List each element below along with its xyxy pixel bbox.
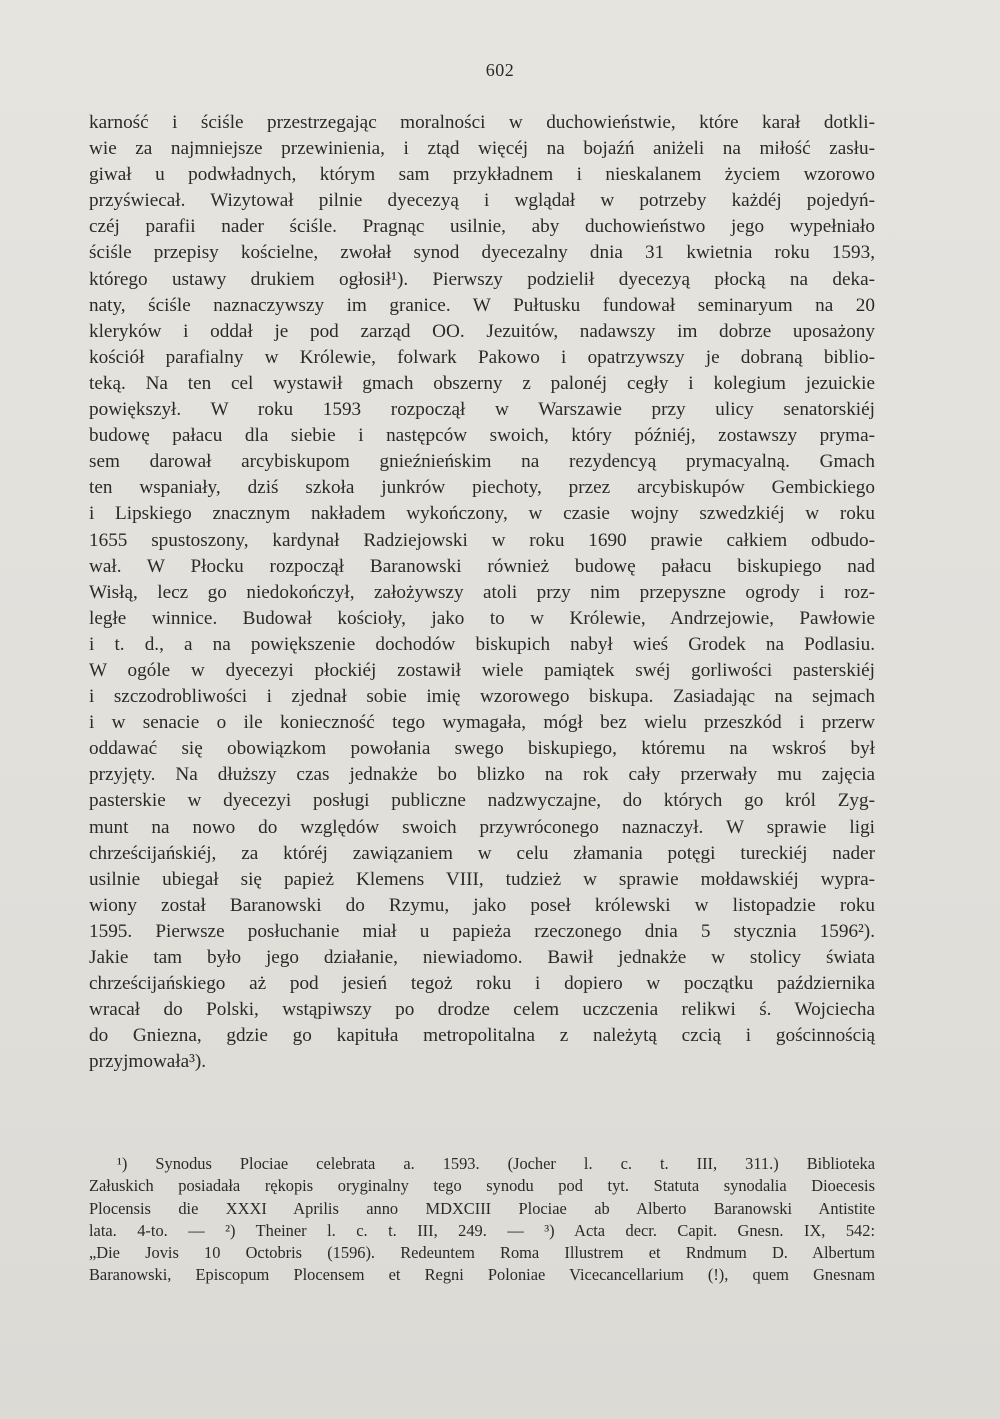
body-line: wie za najmniejsze przewinienia, i ztąd więcéj na bojaźń aniżeli na miłość zasłu- bbox=[89, 138, 875, 160]
body-line: Jakie tam było jego działanie, niewiadomo. Bawił jednakże w stolicy świata bbox=[89, 947, 875, 968]
body-line: i Lipskiego znacznym nakładem wykończony, w czasie wojny szwedzkiéj w roku bbox=[89, 503, 875, 525]
page-number: 602 bbox=[485, 60, 515, 80]
body-line: sem darował arcybiskupom gnieźnieńskim na rezydencyą prymacyalną. Gmach bbox=[89, 451, 875, 473]
body-line: 1595. Pierwsze posłuchanie miał u papieża rzeczonego dnia 5 stycznia 1596²). bbox=[89, 920, 875, 942]
body-line: ściśle przepisy kościelne, zwołał synod dyecezalny dnia 31 kwietnia roku 1593, bbox=[89, 242, 875, 264]
body-line: ległe winnice. Budował kościoły, jako to w Królewie, Andrzejowie, Pawłowie bbox=[89, 607, 875, 629]
body-line: chrześcijańskiego aż pod jesień tegoż roku i dopiero w początku października bbox=[89, 973, 875, 995]
footnote-line: Plocensis die XXXI Aprilis anno MDXCIII Plociae ab Alberto Baranowski Antistite bbox=[89, 1198, 875, 1218]
body-line: przyświecał. Wizytował pilnie dyecezyą i wglądał w potrzeby każdéj pojedyń- bbox=[89, 190, 875, 212]
body-line: do Gniezna, gdzie go kapituła metropolitalna z należytą czcią i gościnnością bbox=[89, 1025, 875, 1047]
footnote-line: Baranowski, Episcopum Plocensem et Regni Poloniae Vicecancellarium (!), quem Gnesnam bbox=[89, 1265, 875, 1285]
body-line: 1655 spustoszony, kardynał Radziejowski w roku 1690 prawie całkiem odbudo- bbox=[89, 529, 875, 551]
body-line: naty, ściśle naznaczywszy im granice. W Pułtusku fundował seminaryum na 20 bbox=[89, 294, 875, 316]
body-line: munt na nowo do względów swoich przywróconego naznaczył. W sprawie ligi bbox=[89, 816, 875, 838]
body-line: pasterskie w dyecezyi posługi publiczne nadzwyczajne, do których go król Zyg- bbox=[89, 790, 875, 812]
body-line: i szczodrobliwości i zjednał sobie imię wzorowego biskupa. Zasiadając na sejmach bbox=[89, 686, 875, 708]
body-line: W ogóle w dyecezyi płockiéj zostawił wiele pamiątek swéj gorliwości pasterskiéj bbox=[89, 659, 875, 681]
footnote-line: ¹) Synodus Plociae celebrata a. 1593. (Jocher l. c. t. III, 311.) Biblioteka bbox=[117, 1154, 875, 1173]
body-line: wał. W Płocku rozpoczął Baranowski również budowę pałacu biskupiego nad bbox=[89, 555, 875, 577]
footnotes bbox=[89, 1153, 875, 1287]
body-line: przyjmowała³). bbox=[89, 1051, 207, 1073]
body-line: powiększył. W roku 1593 rozpoczął w Warszawie przy ulicy senatorskiéj bbox=[89, 399, 875, 421]
body-line: Wisłą, lecz go niedokończył, założywszy atoli przy nim przepyszne ogrody i roz- bbox=[89, 581, 875, 603]
body-line: budowę pałacu dla siebie i następców swoich, który późniéj, zostawszy pryma- bbox=[89, 425, 875, 447]
body-line: usilnie ubiegał się papież Klemens VIII, tudzież w sprawie mołdawskiéj wypra- bbox=[89, 868, 875, 890]
body-line: czéj parafii nader ściśle. Pragnąc usilnie, aby duchowieństwo jego wypełniało bbox=[89, 216, 875, 238]
body-line: giwał u podwładnych, którym sam przykładnem i nieskalanem życiem wzorowo bbox=[89, 164, 875, 186]
body-line: teką. Na ten cel wystawił gmach obszerny z palonéj cegły i kolegium jezuickie bbox=[89, 372, 875, 394]
footnote-line: Załuskich posiadała rękopis oryginalny tego synodu pod tyt. Statuta synodalia Dioecesis bbox=[89, 1176, 875, 1196]
body-text bbox=[89, 110, 875, 1075]
body-line: kościół parafialny w Królewie, folwark Pakowo i opatrzywszy je dobraną biblio- bbox=[89, 346, 875, 368]
footnote-line: lata. 4-to. — ²) Theiner l. c. t. III, 249. — ³) Acta decr. Capit. Gnesn. IX, 542: bbox=[89, 1220, 875, 1240]
body-line: wracał do Polski, wstąpiwszy po drodze celem uczczenia relikwi ś. Wojciecha bbox=[89, 999, 875, 1021]
body-line: karność i ściśle przestrzegając moralności w duchowieństwie, które karał dotkli- bbox=[89, 112, 875, 133]
body-line: i t. d., a na powiększenie dochodów biskupich nabył wieś Grodek na Podlasiu. bbox=[89, 633, 875, 655]
body-line: przyjęty. Na dłuższy czas jednakże bo blizko na rok cały przerwały mu zajęcia bbox=[89, 764, 875, 786]
body-line: chrześcijańskiéj, za któréj zawiązaniem w celu złamania potęgi tureckiéj nader bbox=[89, 842, 875, 864]
body-line: kleryków i oddał je pod zarząd OO. Jezuitów, nadawszy im dobrze uposażony bbox=[89, 320, 875, 342]
body-line: i w senacie o ile konieczność tego wymagała, mógł bez wielu przeszkód i przerw bbox=[89, 712, 875, 734]
body-line: ten wspaniały, dziś szkoła junkrów piechoty, przez arcybiskupów Gembickiego bbox=[89, 477, 875, 499]
body-line: oddawać się obowiązkom powołania swego biskupiego, któremu na wskroś był bbox=[89, 738, 875, 760]
footnote-line: „Die Jovis 10 Octobris (1596). Redeuntem Roma Illustrem et Rndmum D. Albertum bbox=[89, 1243, 875, 1263]
body-line: którego ustawy drukiem ogłosił¹). Pierwszy podzielił dyecezyą płocką na deka- bbox=[89, 268, 875, 290]
body-line: wiony został Baranowski do Rzymu, jako poseł królewski w listopadzie roku bbox=[89, 894, 875, 916]
